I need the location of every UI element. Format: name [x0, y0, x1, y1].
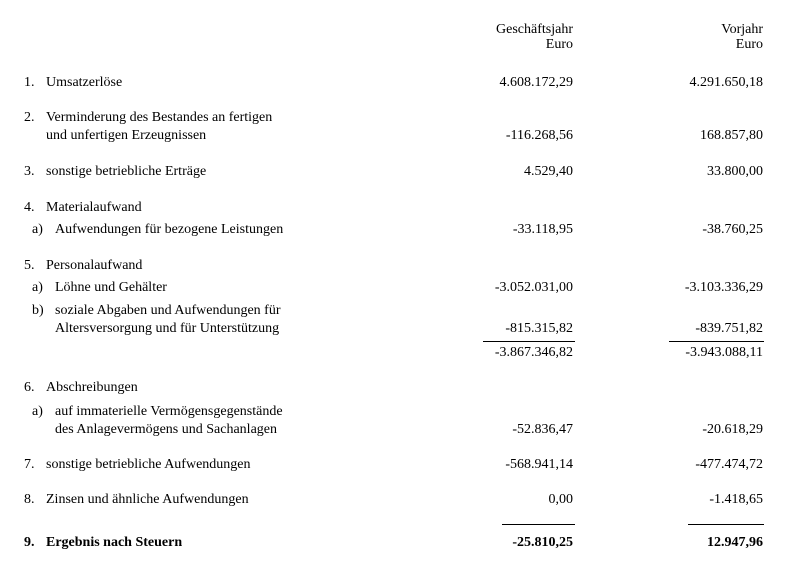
- value-prior-personnel-total: -3.943.088,11: [685, 345, 763, 360]
- row-label-result-after-tax: Ergebnis nach Steuern: [46, 535, 183, 550]
- row-label-inventory-change-cont: und unfertigen Erzeugnissen: [46, 128, 207, 143]
- value-prior-wages-salaries: -3.103.336,29: [684, 280, 763, 295]
- row-label-other-expenses: sonstige betriebliche Aufwendungen: [46, 457, 251, 472]
- value-current-result: -25.810,25: [512, 535, 573, 550]
- value-prior-purchased-services: -38.760,25: [702, 222, 763, 237]
- row-number: 5.: [24, 258, 35, 273]
- row-number: 7.: [24, 457, 35, 472]
- header-current-year-unit: Euro: [545, 37, 573, 52]
- row-number: 9.: [24, 535, 35, 550]
- total-rule-prior: [688, 524, 764, 525]
- value-prior-interest: -1.418,65: [709, 492, 763, 507]
- row-number: 2.: [24, 110, 35, 125]
- row-label-interest-expense: Zinsen und ähnliche Aufwendungen: [46, 492, 249, 507]
- header-prior-year: Vorjahr: [721, 22, 763, 37]
- total-rule-current: [502, 524, 575, 525]
- value-prior-depreciation: -20.618,29: [702, 422, 763, 437]
- row-letter: a): [32, 222, 43, 237]
- value-current-personnel-total: -3.867.346,82: [494, 345, 573, 360]
- header-current-year: Geschäftsjahr: [496, 22, 573, 37]
- row-letter: a): [32, 280, 43, 295]
- row-number: 8.: [24, 492, 35, 507]
- row-label-material-expense: Materialaufwand: [46, 200, 142, 215]
- row-letter: b): [32, 303, 44, 318]
- value-prior-result: 12.947,96: [707, 535, 763, 550]
- value-current-other-income: 4.529,40: [524, 164, 573, 179]
- row-label-other-income: sonstige betriebliche Erträge: [46, 164, 207, 179]
- row-label-wages-salaries: Löhne und Gehälter: [55, 280, 167, 295]
- value-prior-other-expenses: -477.474,72: [695, 457, 763, 472]
- value-current-inventory-change: -116.268,56: [505, 128, 573, 143]
- row-number: 6.: [24, 380, 35, 395]
- value-prior-social-security: -839.751,82: [695, 321, 763, 336]
- value-current-purchased-services: -33.118,95: [512, 222, 573, 237]
- row-label-social-security-cont: Altersversorgung und für Unterstützung: [55, 321, 280, 336]
- row-number: 1.: [24, 75, 35, 90]
- row-label-depreciation: Abschreibungen: [46, 380, 138, 395]
- row-letter: a): [32, 404, 43, 419]
- row-number: 4.: [24, 200, 35, 215]
- row-label-revenue: Umsatzerlöse: [46, 75, 123, 90]
- row-label-social-security: soziale Abgaben und Aufwendungen für: [55, 303, 281, 318]
- value-prior-other-income: 33.800,00: [707, 164, 763, 179]
- value-current-revenue: 4.608.172,29: [499, 75, 573, 90]
- header-prior-year-unit: Euro: [735, 37, 763, 52]
- row-number: 3.: [24, 164, 35, 179]
- subtotal-rule-prior: [669, 341, 764, 342]
- value-current-social-security: -815.315,82: [505, 321, 573, 336]
- row-label-purchased-services: Aufwendungen für bezogene Leistungen: [55, 222, 284, 237]
- row-label-intangible-assets: auf immaterielle Vermögensgegenstände: [55, 404, 283, 419]
- value-prior-inventory-change: 168.857,80: [700, 128, 763, 143]
- row-label-inventory-change: Verminderung des Bestandes an fertigen: [46, 110, 273, 125]
- value-current-other-expenses: -568.941,14: [505, 457, 573, 472]
- value-current-depreciation: -52.836,47: [512, 422, 573, 437]
- value-current-interest: 0,00: [548, 492, 573, 507]
- value-prior-revenue: 4.291.650,18: [689, 75, 763, 90]
- value-current-wages-salaries: -3.052.031,00: [494, 280, 573, 295]
- subtotal-rule-current: [483, 341, 575, 342]
- row-label-personnel-expense: Personalaufwand: [46, 258, 143, 273]
- row-label-intangible-assets-cont: des Anlagevermögens und Sachanlagen: [55, 422, 277, 437]
